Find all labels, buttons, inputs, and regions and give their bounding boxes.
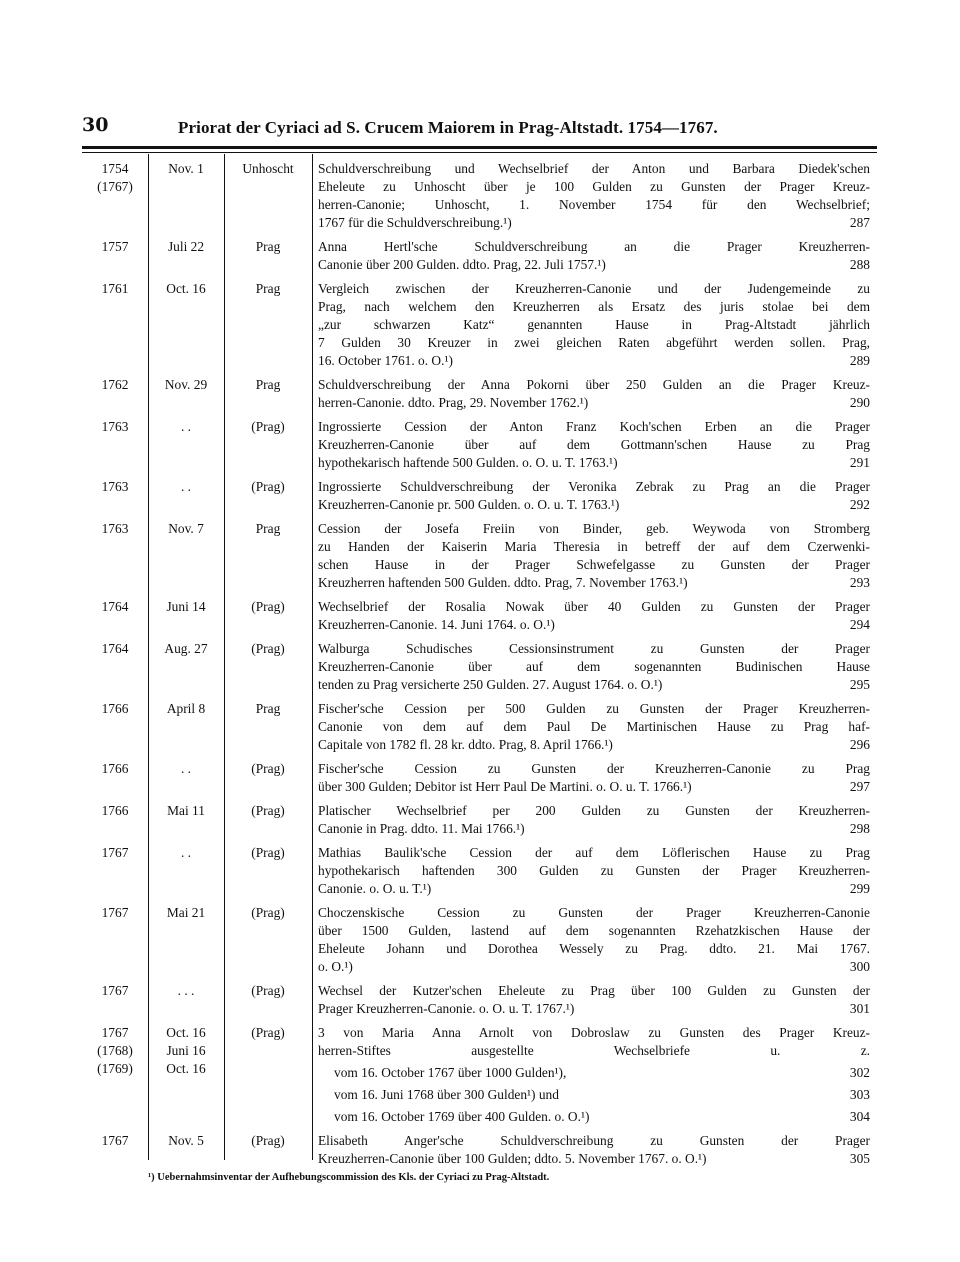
entry-text — [312, 520, 870, 592]
entry-text — [312, 418, 870, 472]
entry-date: . . — [180, 479, 192, 494]
entry-last-line — [318, 1150, 870, 1168]
table-row — [82, 844, 877, 898]
entry-last-line — [318, 214, 870, 232]
table-row — [82, 598, 877, 634]
entry-last-line — [318, 352, 870, 370]
entry-place: (Prag) — [251, 1133, 285, 1148]
entry-text-line: Anna Hertl'sche Schuldverschreibung an die Prager Kreuzherren- — [318, 239, 870, 254]
entry-text-line: Fischer'sche Cession zu Gunsten der Kreuzherren-Canonie zu Prag — [318, 761, 870, 776]
entry-place: (Prag) — [251, 983, 285, 998]
entry-text — [312, 844, 870, 898]
table-row — [82, 418, 877, 472]
entry-date: Juli 22 — [167, 239, 205, 254]
entry-number: 297 — [849, 779, 870, 794]
table-row — [82, 1132, 877, 1168]
table-row — [82, 982, 877, 1018]
entry-place: (Prag) — [251, 803, 285, 818]
footnote: ¹) Uebernahmsinventar der Aufhebungscommission des Kls. der Cyriaci zu Prag-Altstadt. — [148, 1172, 550, 1183]
entry-text-line: Cession der Josefa Freiin von Binder, geb. Weywoda von Stromberg — [318, 521, 870, 536]
entry-text-line: Platischer Wechselbrief per 200 Gulden zu Gunsten der Kreuzherren- — [318, 803, 870, 818]
entry-text-line: Schuldverschreibung und Wechselbrief der Anton und Barbara Diedek'schen — [318, 161, 870, 176]
entry-place: (Prag) — [251, 419, 285, 434]
entry-place: (Prag) — [251, 641, 285, 656]
entry-text — [312, 982, 870, 1018]
header-rule-thin — [82, 152, 877, 153]
entry-date: Oct. 16 — [166, 281, 206, 296]
entry-year: 1764 — [101, 599, 129, 614]
entry-place: Prag — [255, 281, 281, 296]
entry-text-line: Ingrossierte Cession der Anton Franz Koch'schen Erben an die Prager — [318, 419, 870, 434]
entry-last-line — [318, 256, 870, 274]
entry-text-line: Vergleich zwischen der Kreuzherren-Canonie und der Judengemeinde zu — [318, 281, 870, 296]
entry-date: . . . — [177, 983, 195, 998]
entry-last-line — [318, 778, 870, 796]
entry-subitem — [318, 1108, 870, 1126]
entry-text-line: hypothekarisch haftenden 300 Gulden zu Gunsten der Prager Kreuzherren- — [318, 863, 870, 878]
entry-text-line: schen Hause in der Prager Schwefelgasse zu Gunsten der Prager — [318, 557, 870, 572]
entry-date: April 8 — [166, 701, 206, 716]
entry-year: 1767 — [101, 905, 129, 920]
entry-last-line — [318, 1000, 870, 1018]
entry-place: Prag — [255, 521, 281, 536]
entry-number: 302 — [849, 1065, 870, 1080]
entry-number: 291 — [849, 455, 870, 470]
entry-date: Mai 21 — [166, 905, 206, 920]
page-number: 30 — [82, 114, 109, 136]
entry-subitem-text: vom 16. October 1767 über 1000 Gulden¹), — [334, 1065, 567, 1080]
entry-number: 287 — [849, 215, 870, 230]
entry-text-line: herren-Canonie; Unhoscht, 1. November 1754 für den Wechselbrief; — [318, 197, 870, 212]
entry-text-line: Prag, nach welchem den Kreuzherren als Ersatz des juris stolae bei dem — [318, 299, 870, 314]
table-row — [82, 160, 877, 232]
entry-text-line: Ingrossierte Schuldverschreibung der Veronika Zebrak zu Prag an die Prager — [318, 479, 870, 494]
entry-last-line — [318, 496, 870, 514]
entry-text-line: Kreuzherren-Canonie über auf dem sogenannten Budinischen Hause — [318, 659, 870, 674]
register-table — [82, 160, 877, 1168]
entry-last-line — [318, 394, 870, 412]
table-row — [82, 904, 877, 976]
entry-text-line: Schuldverschreibung der Anna Pokorni über 250 Gulden an die Prager Kreuz- — [318, 377, 870, 392]
entry-place: (Prag) — [251, 905, 285, 920]
entry-number: 299 — [849, 881, 870, 896]
entry-text-line: Canonie. o. O. u. T.¹) — [318, 881, 432, 896]
entry-year: 1754 (1767) — [97, 161, 133, 194]
entry-text-line: Eheleute Johann und Dorothea Wessely zu Prag. ddto. 21. Mai 1767. — [318, 941, 870, 956]
entry-text — [312, 598, 870, 634]
table-row — [82, 802, 877, 838]
entry-date: Oct. 16 Juni 16 Oct. 16 — [166, 1025, 206, 1076]
entry-text-line: Kreuzherren-Canonie über 100 Gulden; ddto. 5. November 1767. o. O.¹) — [318, 1151, 707, 1166]
entry-text-line: 3 von Maria Anna Arnolt von Dobroslaw zu Gunsten des Prager Kreuz- — [318, 1025, 870, 1040]
entry-place: Prag — [255, 377, 281, 392]
entry-text — [312, 802, 870, 838]
entry-year: 1767 — [101, 983, 129, 998]
entry-number: 288 — [849, 257, 870, 272]
entry-date: . . — [180, 761, 192, 776]
entry-place: (Prag) — [251, 479, 285, 494]
entry-date: Nov. 29 — [164, 377, 208, 392]
entry-place: (Prag) — [251, 845, 285, 860]
entry-number: 293 — [849, 575, 870, 590]
entry-year: 1761 — [101, 281, 129, 296]
entry-year: 1763 — [101, 479, 129, 494]
entry-text — [312, 160, 870, 232]
entry-year: 1767 — [101, 845, 129, 860]
entry-text-line: 1767 für die Schuldverschreibung.¹) — [318, 215, 512, 230]
entry-last-line — [318, 820, 870, 838]
entry-year: 1763 — [101, 521, 129, 536]
entry-year: 1766 — [101, 803, 129, 818]
entry-text-line: Wechsel der Kutzer'schen Eheleute zu Prag über 100 Gulden zu Gunsten der — [318, 983, 870, 998]
entry-place: Prag — [255, 239, 281, 254]
table-row — [82, 478, 877, 514]
entry-year: 1762 — [101, 377, 129, 392]
table-row — [82, 376, 877, 412]
entry-text — [312, 640, 870, 694]
table-row — [82, 640, 877, 694]
entry-subitem — [318, 1064, 870, 1082]
entry-last-line — [318, 880, 870, 898]
entry-text-line: Elisabeth Anger'sche Schuldverschreibung zu Gunsten der Prager — [318, 1133, 870, 1148]
entry-year: 1763 — [101, 419, 129, 434]
table-row — [82, 520, 877, 592]
table-row — [82, 700, 877, 754]
entry-date: Aug. 27 — [164, 641, 208, 656]
entry-text — [312, 904, 870, 976]
entry-text-line: „zur schwarzen Katz“ genannten Hause in Prag-Altstadt jährlich — [318, 317, 870, 332]
entry-text-line: über 1500 Gulden, lastend auf dem sogenannten Rzehatzkischen Hause der — [318, 923, 870, 938]
entry-number: 294 — [849, 617, 870, 632]
entry-text-line: Kreuzherren-Canonie pr. 500 Gulden. o. O. u. T. 1763.¹) — [318, 497, 620, 512]
entry-text-line: Eheleute zu Unhoscht über je 100 Gulden zu Gunsten der Prager Kreuz- — [318, 179, 870, 194]
entry-text-line: o. O.¹) — [318, 959, 353, 974]
entry-number: 289 — [849, 353, 870, 368]
entry-last-line — [318, 676, 870, 694]
entry-number: 296 — [849, 737, 870, 752]
entry-text-line: Canonie von dem auf dem Paul De Martinischen Hause zu Prag haf- — [318, 719, 870, 734]
entry-text — [312, 700, 870, 754]
entry-number: 301 — [849, 1001, 870, 1016]
entry-year: 1764 — [101, 641, 129, 656]
entry-text — [312, 238, 870, 274]
entry-year: 1767 (1768) (1769) — [97, 1025, 133, 1076]
entry-text-line: Kreuzherren-Canonie. 14. Juni 1764. o. O.¹) — [318, 617, 555, 632]
table-row — [82, 280, 877, 370]
entry-place: (Prag) — [251, 761, 285, 776]
entry-text-line: Wechselbrief der Rosalia Nowak über 40 Gulden zu Gunsten der Prager — [318, 599, 870, 614]
entry-date: Nov. 1 — [168, 161, 204, 176]
entry-number: 290 — [849, 395, 870, 410]
table-row — [82, 1024, 877, 1126]
entry-text-line: Canonie in Prag. ddto. 11. Mai 1766.¹) — [318, 821, 525, 836]
entry-subitem-text: vom 16. October 1769 über 400 Gulden. o. O.¹) — [334, 1109, 590, 1124]
entry-text-line: herren-Canonie. ddto. Prag, 29. November 1762.¹) — [318, 395, 589, 410]
entry-text — [312, 1024, 870, 1126]
entry-text-line: über 300 Gulden; Debitor ist Herr Paul De Martini. o. O. u. T. 1766.¹) — [318, 779, 692, 794]
entry-date: Nov. 5 — [168, 1133, 204, 1148]
entry-text — [312, 1132, 870, 1168]
entry-number: 295 — [849, 677, 870, 692]
entry-last-line — [318, 616, 870, 634]
entry-number: 300 — [849, 959, 870, 974]
entry-text-line: Choczenskische Cession zu Gunsten der Prager Kreuzherren-Canonie — [318, 905, 870, 920]
entry-text-line: Kreuzherren-Canonie über auf dem Gottmann'schen Hause zu Prag — [318, 437, 870, 452]
entry-number: 304 — [849, 1109, 870, 1124]
entry-number: 305 — [849, 1151, 870, 1166]
entry-number: 298 — [849, 821, 870, 836]
entry-last-line — [318, 736, 870, 754]
entry-year: 1767 — [101, 1133, 129, 1148]
entry-text — [312, 280, 870, 370]
entry-last-line — [318, 574, 870, 592]
entry-year: 1766 — [101, 701, 129, 716]
entry-text-line: Prager Kreuzherren-Canonie. o. O. u. T. 1767.¹) — [318, 1001, 575, 1016]
entry-subitem — [318, 1086, 870, 1104]
entry-text-line: herren-Stiftes ausgestellte Wechselbriefe u. z. — [318, 1043, 870, 1058]
entry-number: 292 — [849, 497, 870, 512]
entry-last-line — [318, 958, 870, 976]
entry-text-line: hypothekarisch haftende 500 Gulden. o. O. u. T. 1763.¹) — [318, 455, 618, 470]
entry-last-line — [318, 454, 870, 472]
entry-text — [312, 376, 870, 412]
header-rule-thick — [82, 146, 877, 149]
entry-date: . . — [180, 419, 192, 434]
entry-date: . . — [180, 845, 192, 860]
page-title: Priorat der Cyriaci ad S. Crucem Maiorem in Prag-Altstadt. 1754—1767. — [178, 118, 718, 137]
entry-text-line: Fischer'sche Cession per 500 Gulden zu Gunsten der Prager Kreuzherren- — [318, 701, 870, 716]
entry-year: 1766 — [101, 761, 129, 776]
entry-date: Juni 14 — [166, 599, 206, 614]
entry-text-line: Mathias Baulik'sche Cession der auf dem Löflerischen Hause zu Prag — [318, 845, 870, 860]
entry-text-line: 16. October 1761. o. O.¹) — [318, 353, 453, 368]
entry-text-line: Canonie über 200 Gulden. ddto. Prag, 22. Juli 1757.¹) — [318, 257, 606, 272]
entry-place: (Prag) — [251, 1025, 285, 1040]
entry-date: Mai 11 — [167, 803, 205, 818]
entry-place: Prag — [255, 701, 281, 716]
entry-text-line: 7 Gulden 30 Kreuzer in zwei gleichen Raten abgeführt werden sollen. Prag, — [318, 335, 870, 350]
entry-place: (Prag) — [251, 599, 285, 614]
entry-date: Nov. 7 — [168, 521, 204, 536]
entry-text-line: Capitale von 1782 fl. 28 kr. ddto. Prag, 8. April 1766.¹) — [318, 737, 613, 752]
entry-text — [312, 478, 870, 514]
entry-text-line: Kreuzherren haftenden 500 Gulden. ddto. Prag, 7. November 1763.¹) — [318, 575, 688, 590]
entry-text-line: zu Handen der Kaiserin Maria Theresia in betreff der auf dem Czerwenki- — [318, 539, 870, 554]
entry-number: 303 — [849, 1087, 870, 1102]
entry-subitem-text: vom 16. Juni 1768 über 300 Gulden¹) und — [334, 1087, 559, 1102]
entry-text-line: Walburga Schudisches Cessionsinstrument zu Gunsten der Prager — [318, 641, 870, 656]
entry-place: Unhoscht — [242, 161, 294, 176]
table-row — [82, 760, 877, 796]
entry-text-line: tenden zu Prag versicherte 250 Gulden. 27. August 1764. o. O.¹) — [318, 677, 663, 692]
entry-year: 1757 — [101, 239, 129, 254]
entry-text — [312, 760, 870, 796]
table-row — [82, 238, 877, 274]
